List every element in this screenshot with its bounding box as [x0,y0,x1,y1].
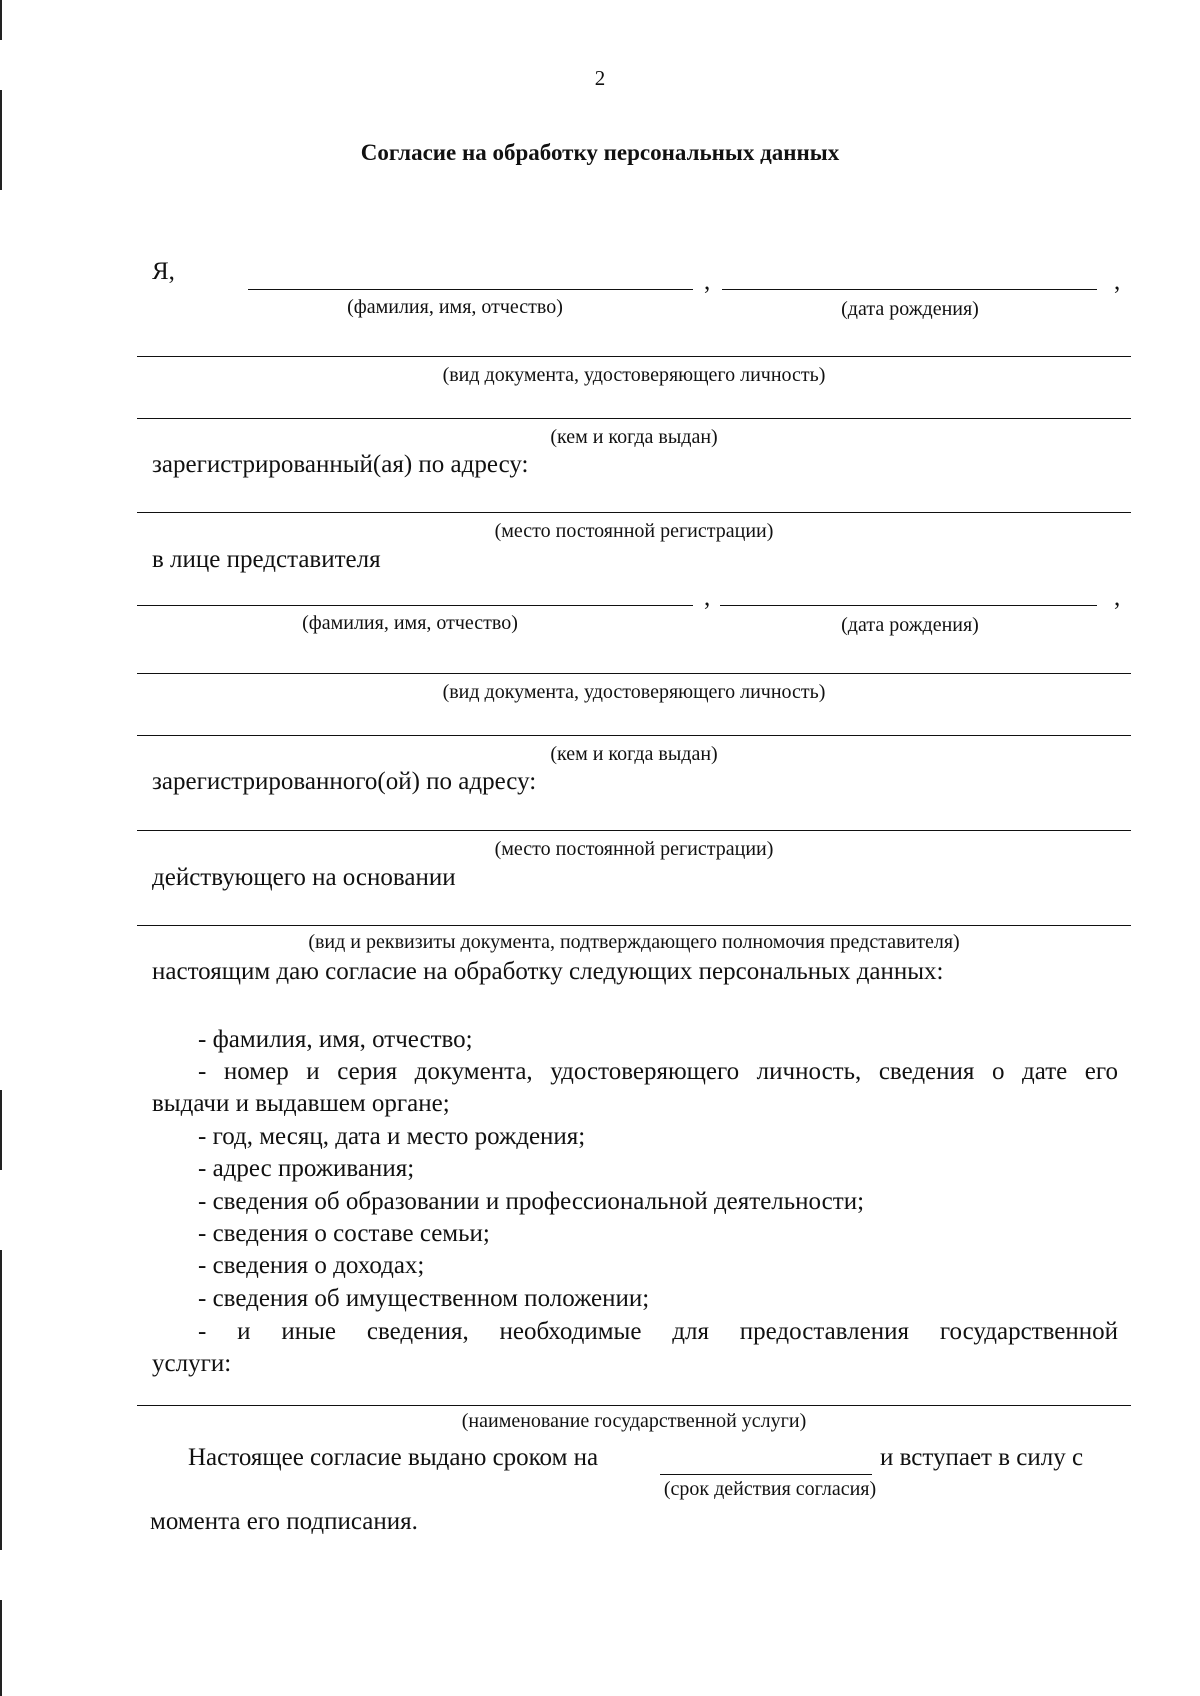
validity-term-field[interactable] [660,1474,872,1475]
applicant-registered-label: зарегистрированный(ая) по адресу: [152,451,529,478]
representative-fio-caption: (фамилия, имя, отчество) [302,612,518,634]
representative-issued-caption: (кем и когда выдан) [550,743,718,765]
applicant-address-caption: (место постоянной регистрации) [494,520,774,542]
applicant-id-doc-field[interactable] [137,356,1131,357]
representative-basis-field[interactable] [137,925,1131,926]
validity-caption: (срок действия согласия) [663,1478,877,1500]
applicant-issued-caption: (кем и когда выдан) [550,426,718,448]
list-item: - номер и серия документа, удостоверяющего личность, сведения о дате его [198,1058,1118,1085]
comma: , [704,584,711,611]
comma: , [1114,268,1121,295]
representative-id-doc-caption: (вид документа, удостоверяющего личность) [442,681,826,703]
service-name-field[interactable] [137,1405,1131,1406]
applicant-dob-field[interactable] [722,289,1097,290]
list-item: услуги: [152,1350,232,1377]
validity-prefix: Настоящее согласие выдано сроком на [188,1444,599,1471]
list-item: выдачи и выдавшем органе; [152,1090,450,1117]
list-item: - фамилия, имя, отчество; [198,1026,473,1053]
consent-intro: настоящим даю согласие на обработку следующих персональных данных: [152,958,944,985]
document-title: Согласие на обработку персональных данных [360,140,840,165]
scan-edge-mark [0,1250,2,1550]
applicant-id-doc-caption: (вид документа, удостоверяющего личность) [442,364,826,386]
list-item: - сведения об образовании и профессиональной деятельности; [198,1188,865,1215]
applicant-address-field[interactable] [137,512,1131,513]
list-item: - сведения о доходах; [198,1252,425,1279]
scan-edge-mark [0,1600,2,1696]
applicant-fio-field[interactable] [248,289,693,290]
validity-suffix: и вступает в силу с [880,1444,1084,1471]
representative-intro: в лице представителя [152,546,381,573]
representative-basis-label: действующего на основании [152,864,456,891]
representative-address-caption: (место постоянной регистрации) [494,838,774,860]
representative-registered-label: зарегистрированного(ой) по адресу: [152,768,537,795]
representative-basis-caption: (вид и реквизиты документа, подтверждающего полномочия представителя) [308,931,960,953]
scan-edge-mark [0,0,2,40]
representative-address-field[interactable] [137,830,1131,831]
validity-continuation: момента его подписания. [150,1508,418,1535]
service-name-caption: (наименование государственной услуги) [461,1410,807,1432]
applicant-fio-caption: (фамилия, имя, отчество) [347,296,563,318]
list-item: - сведения о составе семьи; [198,1220,490,1247]
applicant-issued-field[interactable] [137,418,1131,419]
representative-dob-caption: (дата рождения) [841,614,979,636]
comma: , [704,268,711,295]
applicant-pronoun: Я, [152,258,175,285]
representative-dob-field[interactable] [720,605,1097,606]
representative-id-doc-field[interactable] [137,673,1131,674]
comma: , [1114,584,1121,611]
scan-edge-mark [0,1090,2,1170]
representative-issued-field[interactable] [137,735,1131,736]
list-item: - и иные сведения, необходимые для предоставления государственной [198,1318,1118,1345]
applicant-dob-caption: (дата рождения) [841,298,979,320]
page-number: 2 [594,66,606,90]
list-item: - сведения об имущественном положении; [198,1285,650,1312]
list-item: - адрес проживания; [198,1155,415,1182]
representative-fio-field[interactable] [137,605,693,606]
list-item: - год, месяц, дата и место рождения; [198,1123,586,1150]
